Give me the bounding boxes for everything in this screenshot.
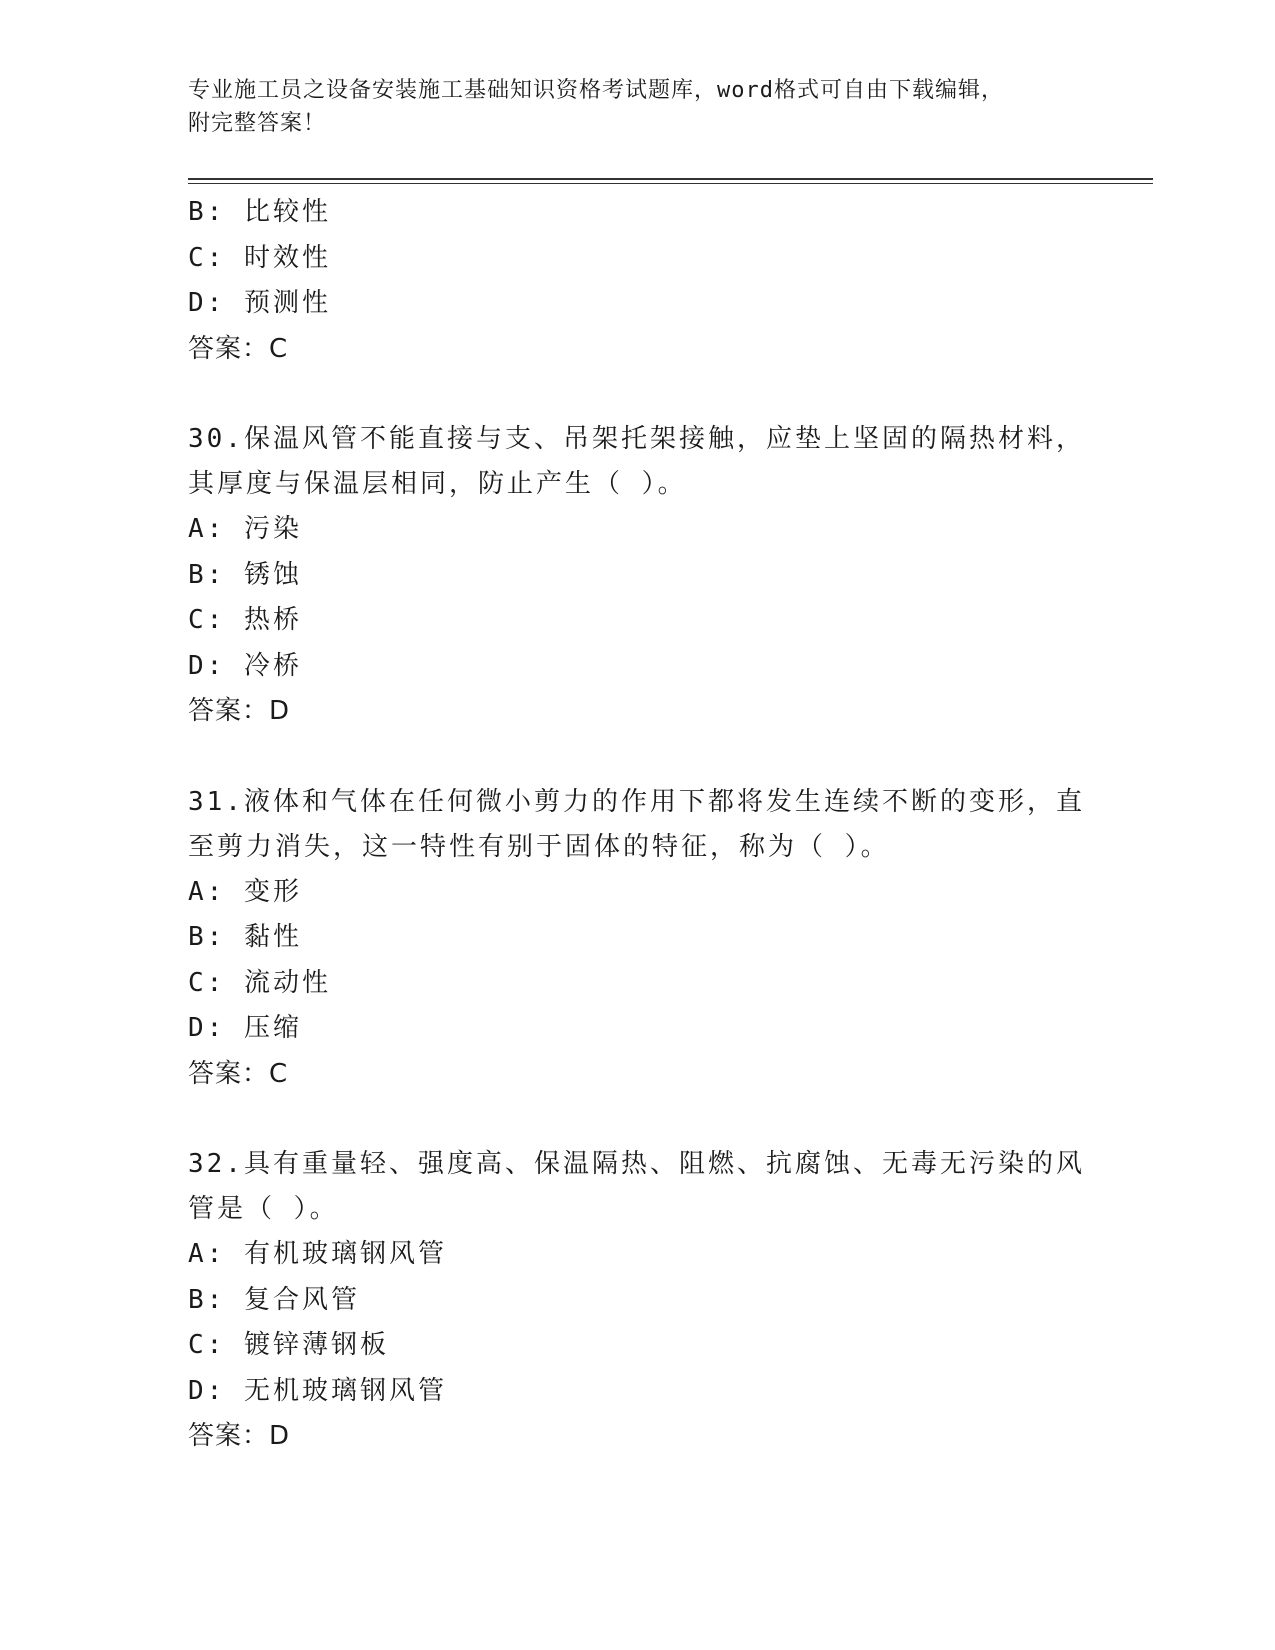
option-b: B: 复合风管 — [188, 1284, 360, 1315]
header-line-1: 专业施工员之设备安装施工基础知识资格考试题库，word格式可自由下载编辑， — [188, 78, 1004, 103]
option-c: C: 时效性 — [188, 242, 331, 273]
answer-line: 答案：C — [188, 333, 289, 364]
question-31 — [188, 780, 1088, 1098]
page-header — [188, 74, 1068, 140]
header-line-2: 附完整答案！ — [188, 111, 327, 136]
option-b: B: 比较性 — [188, 197, 331, 227]
option-d: D: 压缩 — [188, 1013, 302, 1043]
option-a: A: 有机玻璃钢风管 — [188, 1239, 447, 1269]
header-divider-thin — [188, 183, 1153, 184]
option-c: C: 镀锌薄钢板 — [188, 1330, 389, 1360]
option-a: A: 变形 — [188, 876, 302, 907]
option-b: B: 黏性 — [188, 922, 302, 952]
question-stem-cont: 管是（ ）。 — [188, 1194, 339, 1224]
question-stem: 30.保温风管不能直接与支、吊架托架接触，应垫上坚固的隔热材料， — [188, 424, 1085, 454]
prev-question-tail — [188, 190, 1088, 372]
question-stem: 32.具有重量轻、强度高、保温隔热、阻燃、抗腐蚀、无毒无污染的风 — [188, 1149, 1085, 1179]
question-32 — [188, 1142, 1088, 1460]
option-d: D: 无机玻璃钢风管 — [188, 1375, 447, 1406]
answer-line: 答案：D — [188, 696, 291, 726]
question-stem-cont: 至剪力消失，这一特性有别于固体的特征，称为（ ）。 — [188, 831, 890, 862]
option-b: B: 锈蚀 — [188, 559, 302, 590]
option-c: C: 热桥 — [188, 605, 302, 635]
question-30 — [188, 417, 1088, 735]
option-d: D: 预测性 — [188, 288, 331, 318]
question-stem: 31.液体和气体在任何微小剪力的作用下都将发生连续不断的变形，直 — [188, 786, 1085, 817]
option-c: C: 流动性 — [188, 967, 331, 998]
option-a: A: 污染 — [188, 514, 302, 544]
answer-line: 答案：C — [188, 1058, 289, 1089]
option-d: D: 冷桥 — [188, 650, 302, 681]
answer-line: 答案：D — [188, 1421, 291, 1451]
header-divider-thick — [188, 178, 1153, 180]
question-list — [188, 190, 1088, 1460]
question-stem-cont: 其厚度与保温层相同，防止产生（ ）。 — [188, 469, 687, 499]
